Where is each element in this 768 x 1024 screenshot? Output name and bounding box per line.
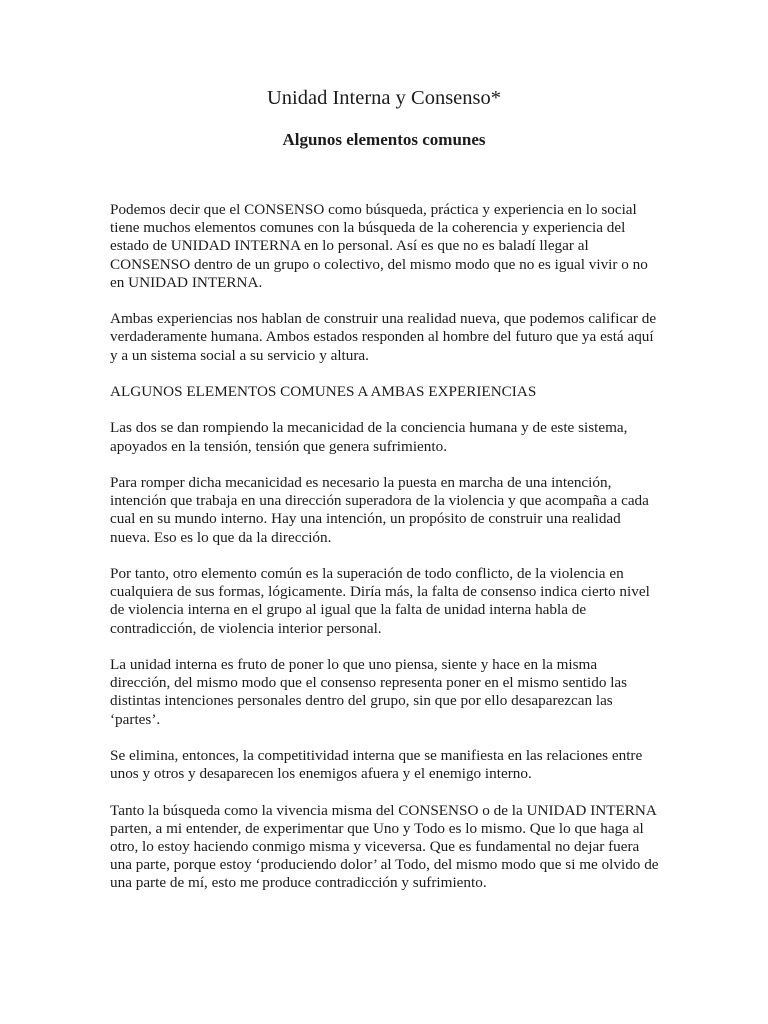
paragraph-unidad-interna: La unidad interna es fruto de poner lo que uno piensa, siente y hace en la misma dirección, del mismo modo que el consenso representa poner en el mismo sentido las distintas intenciones personales dentro del grupo, sin que por ello desaparezcan las ‘partes’. (110, 655, 628, 728)
document-body (110, 201, 660, 911)
document-title: Unidad Interna y Consenso* (267, 87, 501, 109)
paragraph-competitividad: Se elimina, entonces, la competitividad interna que se manifiesta en las relaciones entre unos y otros y desaparecen los enemigos afuera y el enemigo interno. (110, 746, 643, 783)
paragraph-superacion-conflicto: Por tanto, otro elemento común es la superación de todo conflicto, de la violencia en cualquiera de sus formas, lógicamente. Diría más, la falta de consenso indica cierto nivel de violencia interna en el grupo al igual que la falta de unidad interna habla de contradicción, de violencia interior personal. (110, 564, 650, 637)
paragraph-uno-y-todo: Tanto la búsqueda como la vivencia misma del CONSENSO o de la UNIDAD INTERNA parten, a mi entender, de experimentar que Uno y Todo es lo mismo. Que lo que haga al otro, lo estoy haciendo conmigo misma y viceversa. Que es fundamental no dejar fuera una parte, porque estoy ‘produciendo dolor’ al Todo, del mismo modo que si me olvido de una parte de mí, esto me produce contradicción y sufrimiento. (110, 801, 659, 892)
section-heading-elementos-comunes: ALGUNOS ELEMENTOS COMUNES A AMBAS EXPERIENCIAS (110, 383, 537, 400)
paragraph-intencion: Para romper dicha mecanicidad es necesario la puesta en marcha de una intención, intención que trabaja en una dirección superadora de la violencia y que acompaña a cada cual en su mundo interno. Hay una intención, un propósito de construir una realidad nueva. Eso es lo que da la dirección. (110, 473, 649, 546)
paragraph-realidad-nueva: Ambas experiencias nos hablan de construir una realidad nueva, que podemos calificar de verdaderamente humana. Ambos estados responden al hombre del futuro que ya está aquí y a un sistema social a su servicio y altura. (110, 310, 657, 364)
document-subtitle: Algunos elementos comunes (282, 130, 486, 149)
paragraph-consenso-intro: Podemos decir que el CONSENSO como búsqueda, práctica y experiencia en lo social tiene muchos elementos comunes con la búsqueda de la coherencia y experiencia del estado de UNIDAD INTERNA en lo personal. Así es que no es baladí llegar al CONSENSO dentro de un grupo o colectivo, del mismo modo que no es igual vivir o no en UNIDAD INTERNA. (110, 201, 648, 291)
paragraph-mecanicidad: Las dos se dan rompiendo la mecanicidad de la conciencia humana y de este sistema, apoyados en la tensión, tensión que genera sufrimiento. (110, 419, 628, 455)
